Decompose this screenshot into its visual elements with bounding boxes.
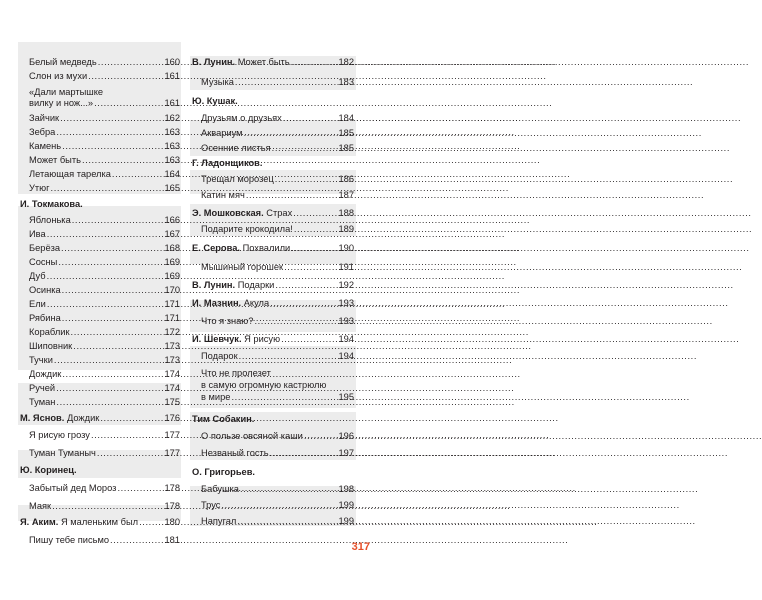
entry-page: 172: [164, 327, 180, 337]
toc-entry: [192, 431, 354, 442]
entry-title: Я рисую: [244, 334, 281, 344]
toc-entry: [192, 208, 354, 219]
entry-title: Незваный гость: [201, 448, 269, 458]
entry-page: 184: [338, 113, 354, 123]
author-name: Ю. Кушак.: [192, 96, 238, 106]
entry-title: Летающая тарелка: [29, 169, 111, 179]
entry-page: 168: [164, 243, 180, 253]
author-name: Ю. Коринец.: [20, 465, 77, 475]
entry-title: Подарки: [237, 280, 275, 290]
author-name: И. Токмакова.: [20, 199, 83, 209]
entry-title: Я маленьким был: [60, 517, 139, 527]
entry-title: Ива: [29, 229, 46, 239]
leader-dots: [61, 243, 163, 254]
entry-page: 185: [338, 128, 354, 138]
leader-dots: [231, 391, 337, 403]
author-name: Е. Серова.: [192, 243, 240, 253]
entry-title: Дождик: [66, 413, 100, 423]
leader-dots: [100, 413, 163, 424]
leader-dots: [291, 243, 337, 254]
author-name: М. Яснов.: [20, 413, 65, 423]
toc-author-heading: [192, 414, 354, 425]
leader-dots: [254, 316, 337, 327]
entry-title-line2: в самую огромную кастрюлю: [201, 380, 327, 390]
author-name: Э. Мошковская.: [192, 208, 264, 218]
entry-title: Может быть: [29, 155, 81, 165]
entry-title: Напугал: [201, 516, 237, 526]
toc-author-heading: [20, 199, 180, 210]
toc-author-heading: [192, 467, 354, 478]
entry-page: 195: [338, 392, 354, 402]
toc-entry: [20, 535, 180, 546]
entry-title: Рябина: [29, 313, 61, 323]
toc-entry: [20, 448, 180, 459]
entry-title: Трус: [201, 500, 221, 510]
entry-page: 177: [164, 448, 180, 458]
entry-title: Подарите крокодила!: [201, 224, 293, 234]
entry-page: 171: [164, 313, 180, 323]
entry-page: 160: [164, 57, 180, 67]
entry-page: 163: [164, 127, 180, 137]
toc-entry: [20, 183, 180, 194]
entry-page: 182: [338, 57, 354, 67]
toc-entry: [20, 285, 180, 296]
toc-entry: [192, 500, 354, 511]
leader-dots: [283, 113, 338, 124]
entry-title: Что я знаю?: [201, 316, 254, 326]
entry-title: Камень: [29, 141, 62, 151]
entry-title: Друзьям о друзьях: [201, 113, 282, 123]
toc-entry: [20, 257, 180, 268]
toc-entry: [20, 413, 180, 424]
leader-dots: [71, 327, 164, 338]
toc-entry: [192, 334, 354, 345]
toc-entry: [192, 262, 354, 273]
entry-title-line2: вилку и нож...»: [29, 98, 94, 108]
leader-dots: [270, 298, 337, 309]
leader-dots: [82, 155, 164, 166]
toc-entry: [20, 215, 180, 226]
toc-entry: [20, 313, 180, 324]
entry-page: 197: [338, 448, 354, 458]
entry-page: 163: [164, 155, 180, 165]
leader-dots: [94, 98, 163, 109]
leader-dots: [291, 57, 338, 68]
entry-title: Дуб: [29, 271, 46, 281]
entry-page: 173: [164, 341, 180, 351]
entry-page: 164: [164, 169, 180, 179]
entry-page: 161: [164, 71, 180, 81]
entry-page: 169: [164, 257, 180, 267]
toc-entry: [192, 351, 354, 362]
leader-dots: [51, 183, 164, 194]
toc-entry: [20, 430, 180, 441]
entry-title: Страх: [266, 208, 293, 218]
toc-entry: [20, 155, 180, 166]
entry-title: Я рисую грозу: [29, 430, 90, 440]
entry-title: Зайчик: [29, 113, 60, 123]
entry-page: 162: [164, 113, 180, 123]
leader-dots: [62, 285, 164, 296]
author-name: Г. Ладонщиков.: [192, 158, 263, 168]
entry-page: 186: [338, 174, 354, 184]
entry-page: 178: [164, 483, 180, 493]
leader-dots: [62, 369, 163, 380]
toc-entry: [20, 369, 180, 380]
toc-entry: [192, 57, 354, 68]
leader-dots: [110, 535, 163, 546]
leader-dots: [246, 190, 338, 201]
leader-dots: [237, 516, 337, 527]
entry-page: 173: [164, 355, 180, 365]
leader-dots: [240, 484, 338, 495]
leader-dots: [52, 501, 163, 512]
leader-dots: [72, 215, 164, 226]
toc-entry: [192, 448, 354, 459]
toc-entry: [20, 501, 180, 512]
entry-page: 193: [338, 298, 354, 308]
entry-title: Белый медведь: [29, 57, 97, 67]
toc-author-heading: [20, 465, 180, 476]
entry-title: «Дали мартышке: [29, 87, 104, 97]
leader-dots: [221, 500, 337, 511]
entry-title: Сосны: [29, 257, 58, 267]
author-name: В. Лунин.: [192, 280, 236, 290]
entry-title: Дождик: [29, 369, 62, 379]
leader-dots: [304, 431, 338, 442]
leader-dots: [47, 299, 164, 310]
author-name: И. Шевчук.: [192, 334, 242, 344]
leader-dots: [270, 448, 338, 459]
entry-page: 187: [338, 190, 354, 200]
entry-page: 188: [338, 208, 354, 218]
toc-entry: [20, 299, 180, 310]
leader-dots: [293, 208, 337, 219]
leader-dots: [56, 383, 163, 394]
entry-title: Осинка: [29, 285, 61, 295]
entry-title: Кораблик: [29, 327, 70, 337]
leader-dots: [281, 334, 337, 345]
entry-page: 196: [338, 431, 354, 441]
toc-entry: [192, 316, 354, 327]
entry-page: 161: [164, 98, 180, 108]
toc-entry: [192, 128, 354, 139]
toc-entry: [20, 341, 180, 352]
entry-title: Осенние листья: [201, 143, 271, 153]
toc-entry: [192, 77, 354, 88]
entry-title: Утюг: [29, 183, 50, 193]
entry-page: 176: [164, 413, 180, 423]
entry-title: Пишу тебе письмо: [29, 535, 110, 545]
toc-entry: [20, 271, 180, 282]
author-name: О. Григорьев.: [192, 467, 255, 477]
entry-page: 165: [164, 183, 180, 193]
leader-dots: [275, 280, 337, 291]
author-name: В. Лунин.: [192, 57, 236, 67]
author-name: Я. Аким.: [20, 517, 59, 527]
leader-dots: [62, 313, 164, 324]
leader-dots: [54, 355, 164, 366]
leader-dots: [244, 128, 338, 139]
toc-entry: [20, 229, 180, 240]
leader-dots: [117, 483, 163, 494]
entry-page: 170: [164, 285, 180, 295]
toc-entry: [20, 243, 180, 254]
toc-entry: [192, 484, 354, 495]
toc-entry: [192, 280, 354, 291]
entry-page: 198: [338, 484, 354, 494]
leader-dots: [139, 517, 163, 528]
entry-title: Музыка: [201, 77, 234, 87]
entry-page: 178: [164, 501, 180, 511]
entry-title: Туман Туманыч: [29, 448, 96, 458]
entry-title: Акула: [243, 298, 270, 308]
toc-entry: [20, 141, 180, 152]
entry-title: Шиповник: [29, 341, 73, 351]
entry-page: 169: [164, 271, 180, 281]
entry-title: Катин мяч: [201, 190, 245, 200]
toc-entry: [192, 224, 354, 235]
entry-title: Маяк: [29, 501, 52, 511]
leader-dots: [272, 143, 338, 154]
entry-page: 199: [338, 500, 354, 510]
entry-title: Ручей: [29, 383, 56, 393]
entry-page: 180: [164, 517, 180, 527]
toc-entry: [192, 367, 354, 403]
entry-page: 183: [338, 77, 354, 87]
leader-dots: [56, 127, 163, 138]
entry-title: Может быть: [237, 57, 290, 67]
entry-title: Тучки: [29, 355, 53, 365]
entry-page: 174: [164, 383, 180, 393]
leader-dots: [239, 351, 338, 362]
entry-page: 163: [164, 141, 180, 151]
toc-entry: [20, 169, 180, 180]
entry-title: Похвалили: [242, 243, 291, 253]
toc-entry: [20, 71, 180, 82]
entry-page: 185: [338, 143, 354, 153]
entry-page: 192: [338, 280, 354, 290]
entry-page: 189: [338, 224, 354, 234]
toc-entry: [20, 483, 180, 494]
toc-entry: [20, 355, 180, 366]
leader-dots: [88, 71, 163, 82]
toc-entry: [20, 517, 180, 528]
toc-entry: [192, 516, 354, 527]
leader-dots: [284, 262, 337, 273]
toc-author-heading: [192, 96, 354, 107]
leader-dots: [275, 174, 338, 185]
entry-page: 166: [164, 215, 180, 225]
leader-dots: [47, 229, 164, 240]
toc-entry: [20, 327, 180, 338]
entry-page: 171: [164, 299, 180, 309]
entry-title: Забытый дед Мороз: [29, 483, 117, 493]
entry-title: Зебра: [29, 127, 56, 137]
entry-page: 174: [164, 369, 180, 379]
leader-dots: [112, 169, 164, 180]
entry-title-line3: в мире: [201, 392, 231, 402]
entry-page: 191: [338, 262, 354, 272]
entry-title: Трещал морозец: [201, 174, 274, 184]
toc-entry: [20, 383, 180, 394]
entry-title: Аквариум: [201, 128, 243, 138]
toc-author-heading: [192, 158, 354, 169]
leader-dots: [97, 448, 164, 459]
entry-page: 199: [338, 516, 354, 526]
entry-title: Мышиный горошек: [201, 262, 284, 272]
toc-entry: [20, 57, 180, 68]
page-number: 317: [351, 541, 370, 553]
toc-entry: [192, 298, 354, 309]
entry-title: Бабушка: [201, 484, 239, 494]
leader-dots: [60, 113, 163, 124]
toc-entry: [192, 174, 354, 185]
entry-title: Подарок: [201, 351, 238, 361]
entry-title: О пользе овсяной каши: [201, 431, 303, 441]
toc-entry: [20, 397, 180, 408]
toc-entry: [192, 143, 354, 154]
entry-page: 190: [338, 243, 354, 253]
leader-dots: [56, 397, 163, 408]
leader-dots: [294, 224, 338, 235]
toc-entry: [192, 243, 354, 254]
entry-page: 167: [164, 229, 180, 239]
leader-dots: [91, 430, 164, 441]
toc-entry: [20, 87, 180, 109]
entry-title: Что не пролезет: [201, 368, 271, 378]
leader-dots: [62, 141, 163, 152]
author-name: Тим Собакин.: [192, 414, 255, 424]
toc-entry: [192, 113, 354, 124]
toc-entry: [20, 113, 180, 124]
entry-title: Ели: [29, 299, 46, 309]
leader-dots: [58, 257, 163, 268]
leader-dots: [98, 57, 164, 68]
leader-dots: [73, 341, 163, 352]
entry-page: 194: [338, 351, 354, 361]
entry-title: Слон из мухи: [29, 71, 88, 81]
entry-title: Туман: [29, 397, 56, 407]
leader-dots: [47, 271, 164, 282]
entry-page: 194: [338, 334, 354, 344]
author-name: И. Мазнин.: [192, 298, 242, 308]
entry-title: Яблонька: [29, 215, 71, 225]
entry-page: 193: [338, 316, 354, 326]
entry-page: 177: [164, 430, 180, 440]
leader-dots: [235, 77, 338, 88]
entry-page: 175: [164, 397, 180, 407]
toc-entry: [192, 190, 354, 201]
toc-entry: [20, 127, 180, 138]
entry-title: Берёза: [29, 243, 61, 253]
entry-page: 181: [164, 535, 180, 545]
